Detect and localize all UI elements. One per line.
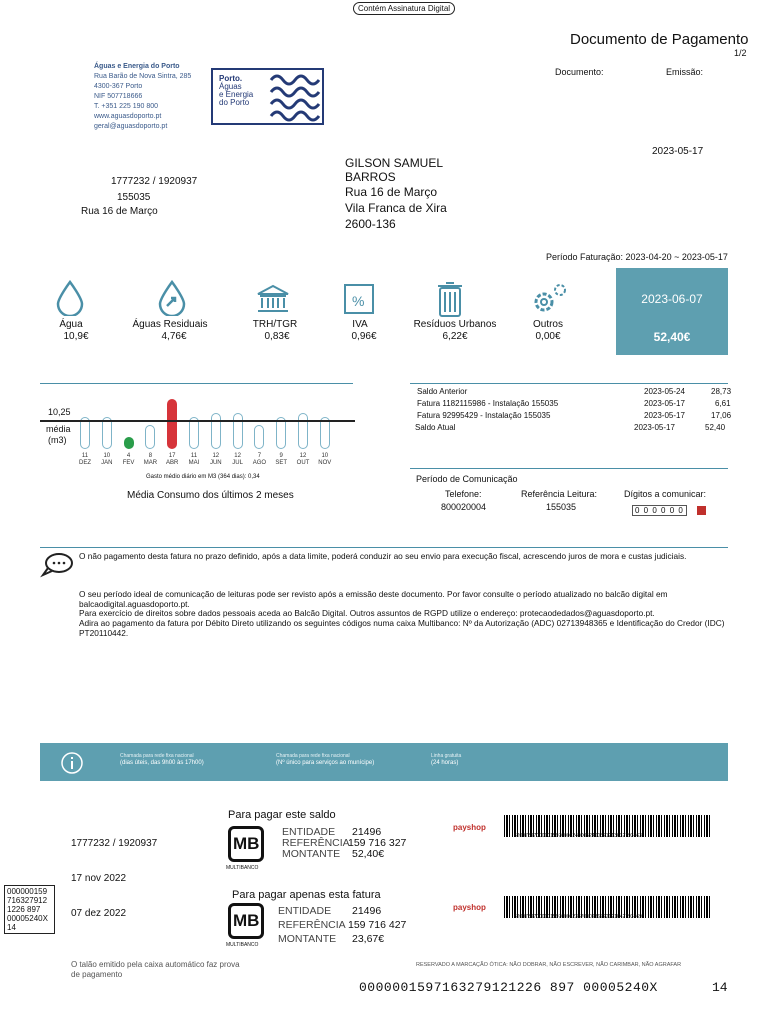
chart-bar <box>254 425 264 449</box>
logo-line: e Energia <box>219 90 254 99</box>
chart-bar <box>298 413 308 449</box>
payshop-logo: payshop <box>453 903 486 912</box>
contact-caption: (dias úteis, das 9h00 às 17h00) <box>120 760 204 766</box>
client-address <box>345 156 447 231</box>
company-line: Rua Barão de Nova Sintra, 285 <box>94 73 192 80</box>
client-postal: 2600-136 <box>345 217 396 231</box>
comm-phone-label: Telefone: <box>445 489 482 499</box>
trash-bin-icon <box>436 280 464 318</box>
comm-title: Período de Comunicação <box>416 474 518 484</box>
comm-digits: 0 0 0 0 0 0 <box>632 505 687 516</box>
balance-desc: Fatura 92995429 - Instalação 155035 <box>417 411 551 420</box>
billing-period: Período Faturação: 2023-04-20 ~ 2023-05-17 <box>546 252 728 262</box>
montante-value: 23,67€ <box>352 933 385 945</box>
chart-top-rule <box>40 383 353 384</box>
close-digit-icon <box>697 506 706 515</box>
chart-tick-label: 12 OUT <box>296 453 310 466</box>
referencia-label: REFERÊNCIA <box>278 919 346 931</box>
multibanco-logo-icon <box>228 903 264 939</box>
chart-unit-label: (m3) <box>48 435 67 445</box>
issue-date: 2023-05-17 <box>652 146 704 157</box>
balance-top-rule <box>410 383 728 384</box>
emissao-label: Emissão: <box>666 67 704 77</box>
service-value: 0,83€ <box>264 331 290 342</box>
percent-icon <box>342 282 376 316</box>
footer-note: de pagamento <box>71 970 123 979</box>
service-label: IVA <box>352 319 368 330</box>
entidade-label: ENTIDADE <box>278 905 332 917</box>
balance-date: 2023-05-17 <box>644 399 685 408</box>
chart-tick-label: 9 SET <box>275 453 288 466</box>
chart-average-value: 10,25 <box>48 407 71 417</box>
contact-caption: (Nº único para serviços ao munícipe) <box>276 760 375 766</box>
side-line: 14 <box>7 923 16 932</box>
barcode-number: 6209789700000159700062400052400321213632793463 <box>514 833 642 839</box>
footer-reserved: RESERVADO A MARCAÇÃO ÓTICA: NÃO DOBRAR, NÃO ESCREVER, NÃO CARIMBAR, NÃO AGRAFAR <box>416 962 682 968</box>
chart-footnote: Gasto médio diário em M3 (364 dias): 0,34 <box>146 474 260 480</box>
service-value: 6,22€ <box>442 331 468 342</box>
client-ids: 1777232 / 1920937 <box>111 176 198 187</box>
notice-paragraph: Para exercício de direitos sobre dados pessoais aceda ao Balcão Digital. Outros assuntos de RGPD utilize o endereço: protecaodedados@aguasdoporto.pt. <box>79 608 655 618</box>
due-amount: 52,40€ <box>653 330 691 344</box>
table-row <box>415 422 729 434</box>
payment-ids: 1777232 / 1920937 <box>71 838 158 849</box>
balance-amount: 52,40 <box>705 423 726 432</box>
install-number: 155035 <box>117 192 151 203</box>
contact-caption: Chamada para rede fixa nacional <box>120 753 194 759</box>
comm-ref-label: Referência Leitura: <box>521 489 598 499</box>
company-info <box>94 62 191 132</box>
logo-line: do Porto <box>219 98 250 107</box>
chart-tick-label: 10 NOV <box>318 453 332 466</box>
comm-phone: 800020004 <box>441 502 487 512</box>
company-line: NIF 507718666 <box>94 93 143 100</box>
payment-date: 17 nov 2022 <box>71 873 127 884</box>
footer-code-suffix: 14 <box>712 980 728 995</box>
chart-average-label: média <box>46 424 71 434</box>
pay-block-labels <box>282 827 350 860</box>
referencia-value: 159 716 427 <box>348 919 407 931</box>
chart-tick-label: 7 AGO <box>252 453 267 466</box>
chart-bar <box>233 413 243 449</box>
barcode-number: 6209789700000159700062367000236722121642793469 <box>514 914 642 920</box>
balance-desc: Saldo Anterior <box>417 387 468 396</box>
install-street: Rua 16 de Março <box>81 206 158 217</box>
table-row <box>415 410 732 422</box>
due-date: 2023-06-07 <box>641 292 703 306</box>
balance-date: 2023-05-17 <box>634 423 675 432</box>
balance-table <box>415 386 732 434</box>
balance-date: 2023-05-17 <box>644 411 685 420</box>
notice-paragraph: O seu período ideal de comunicação de leituras pode ser revisto após a emissão deste documento. Por favor consulte o período atualizado no balcão digital em balcaodigital.aguasdoporto.pt. <box>79 589 668 609</box>
chart-bar <box>124 437 134 449</box>
company-line: T. +351 225 190 800 <box>94 103 159 110</box>
chat-bubble-icon <box>40 552 74 578</box>
company-line: 4300-367 Porto <box>94 83 143 90</box>
multibanco-logo-icon <box>228 826 264 862</box>
chart-bar <box>211 413 221 449</box>
payment-side-box <box>4 885 55 934</box>
service-value: 4,76€ <box>161 331 187 342</box>
chart-tick-label: 17 ABR <box>166 453 179 466</box>
chart-bar <box>167 399 177 449</box>
page-number: 1/2 <box>734 48 747 58</box>
chart-tick-label: 8 MAR <box>143 453 158 466</box>
entidade-label: ENTIDADE <box>282 826 336 838</box>
building-icon <box>256 284 290 314</box>
notice-top-rule <box>40 547 728 548</box>
wastewater-icon <box>157 280 187 316</box>
mb-sub: MULTIBANCO <box>226 942 259 948</box>
logo-text <box>219 75 253 107</box>
svg-text:%: % <box>352 293 365 309</box>
chart-bar <box>145 425 155 449</box>
payshop-logo: payshop <box>453 823 486 832</box>
balance-desc: Fatura 1182115986 - Instalação 155035 <box>417 399 559 408</box>
pay-block-labels <box>278 904 346 946</box>
entidade-value: 21496 <box>352 905 382 917</box>
chart-tick-label: 10 JAN <box>101 453 113 466</box>
side-line: 000000159 <box>7 887 48 896</box>
contact-caption: Linha gratuita <box>431 753 462 759</box>
payment-date: 07 dez 2022 <box>71 908 127 919</box>
chart-title: Média Consumo dos últimos 2 meses <box>127 490 294 501</box>
side-line: 00005240X <box>7 914 48 923</box>
company-logo <box>211 68 324 125</box>
mb-sub: MULTIBANCO <box>226 865 259 871</box>
side-line: 716327912 <box>7 896 48 905</box>
montante-label: MONTANTE <box>278 933 337 945</box>
client-name: GILSON SAMUEL <box>345 156 444 170</box>
gears-icon <box>531 282 571 316</box>
service-value: 0,00€ <box>535 331 561 342</box>
company-line: geral@aguasdoporto.pt <box>94 123 168 130</box>
balance-desc: Saldo Atual <box>415 423 456 432</box>
warning-text: O não pagamento desta fatura no prazo definido, após a data limite, poderá conduzir ao seu envio para execução fiscal, acrescendo juros de mora e custas judiciais. <box>79 551 687 561</box>
client-street: Rua 16 de Março <box>345 185 438 199</box>
notice-paragraph: Adira ao pagamento da fatura por Débito Direto utilizando os seguintes códigos numa caixa Multibanco: Nº da Autorização (ADC) 02713948365 e Identificação do Credor (IDC) PT20110442. <box>79 618 725 638</box>
balance-amount: 6,61 <box>715 399 731 408</box>
contact-caption: (24 horas) <box>431 760 459 766</box>
side-line: 1226 897 <box>7 905 41 914</box>
digital-signature-stamp: Contém Assinatura Digital <box>353 2 455 15</box>
comm-ref: 155035 <box>546 502 577 512</box>
client-name: BARROS <box>345 170 396 184</box>
logo-line: Porto. <box>219 74 243 83</box>
pay-block-title: Para pagar apenas esta fatura <box>232 889 381 901</box>
service-label: Água <box>59 319 83 330</box>
pay-block-values <box>348 827 406 860</box>
client-city: Vila Franca de Xira <box>345 201 447 215</box>
montante-value: 52,40€ <box>352 848 385 860</box>
info-icon <box>60 751 84 775</box>
service-label: Outros <box>532 319 563 330</box>
pay-block-title: Para pagar este saldo <box>228 809 336 821</box>
chart-tick-label: 12 JUN <box>209 453 222 466</box>
comm-digits-label: Dígitos a comunicar: <box>624 489 707 499</box>
pay-block-values <box>348 904 406 946</box>
mb-text: MB <box>233 834 260 853</box>
mb-text: MB <box>233 911 260 930</box>
chart-tick-label: 4 FEV <box>122 453 135 466</box>
water-drop-icon <box>55 280 85 316</box>
logo-line: Águas <box>219 82 242 91</box>
balance-amount: 17,06 <box>711 411 732 420</box>
footer-code: 000000159716327912​1226 897 00005240X <box>359 980 658 995</box>
service-label: Resíduos Urbanos <box>413 319 497 330</box>
chart-average-line <box>40 420 355 422</box>
company-name: Águas e Energia do Porto <box>94 63 180 70</box>
chart-tick-label: 11 MAI <box>188 453 200 466</box>
balance-amount: 28,73 <box>711 387 732 396</box>
entidade-value: 21496 <box>352 826 382 838</box>
contact-info-band <box>40 743 728 781</box>
documento-label: Documento: <box>555 67 604 77</box>
table-row <box>415 386 732 398</box>
service-label: Águas Residuais <box>132 319 208 330</box>
contact-caption: Chamada para rede fixa nacional <box>276 753 350 759</box>
montante-label: MONTANTE <box>282 848 341 860</box>
service-value: 10,9€ <box>63 331 89 342</box>
footer-note: O talão emitido pela caixa automático faz prova <box>71 960 240 969</box>
company-line: www.aguasdoporto.pt <box>94 113 162 120</box>
table-row <box>415 398 729 410</box>
balance-date: 2023-05-24 <box>644 387 685 396</box>
chart-tick-label: 11 DEZ <box>79 453 91 466</box>
consumption-chart <box>76 395 346 470</box>
service-label: TRH/TGR <box>252 319 298 330</box>
page-title: Documento de Pagamento <box>570 31 749 48</box>
referencia-label: REFERÊNCIA <box>282 837 350 849</box>
chart-tick-label: 12 JUL <box>232 453 243 466</box>
service-value: 0,96€ <box>351 331 377 342</box>
due-summary-box <box>616 268 728 355</box>
wave-pattern-icon <box>269 72 323 122</box>
comm-top-rule <box>410 468 728 469</box>
referencia-value: 159 716 327 <box>348 837 407 849</box>
